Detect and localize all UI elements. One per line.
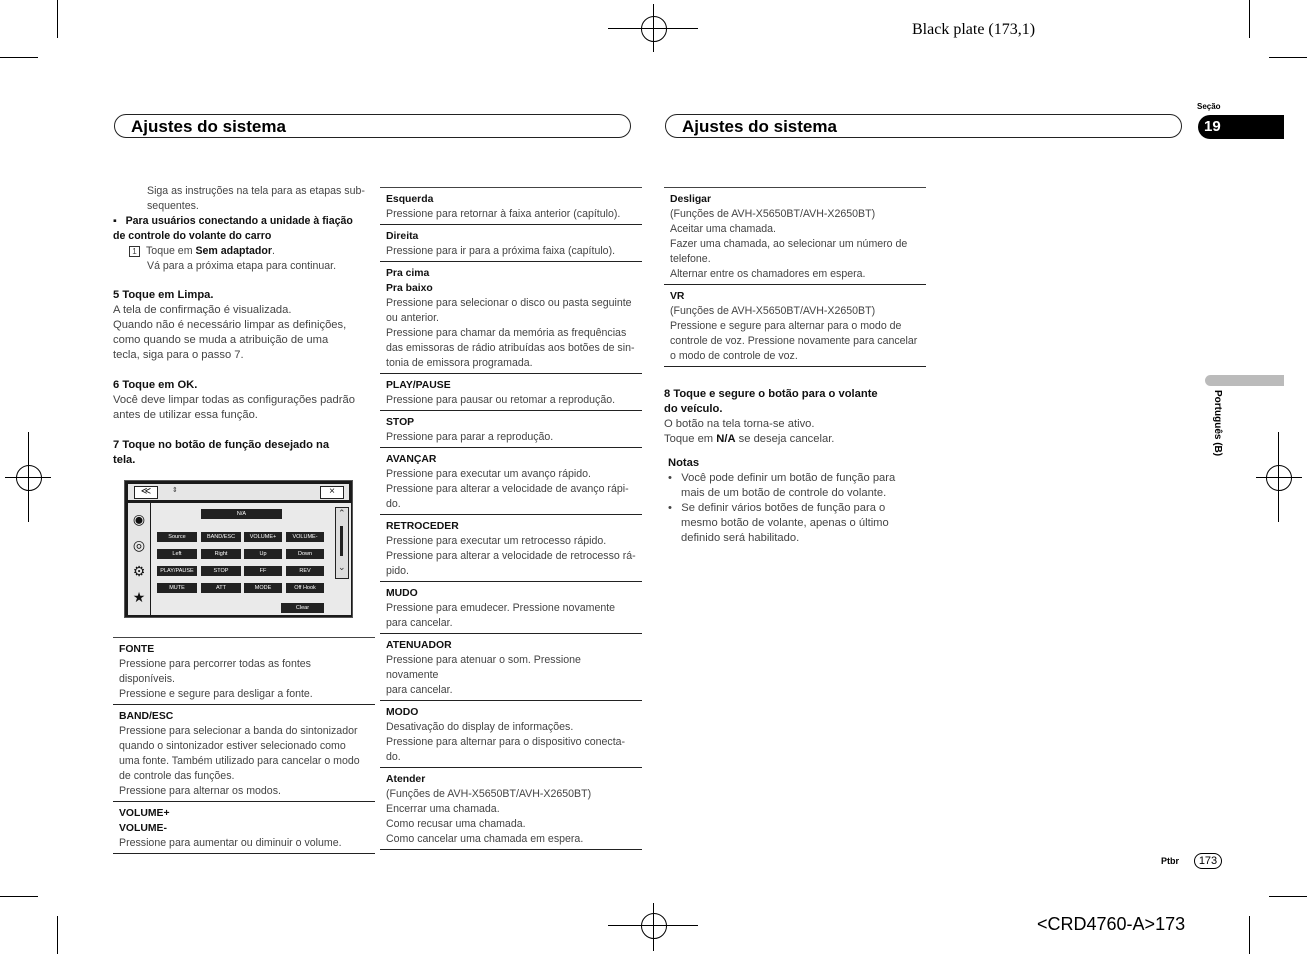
function-table-2	[380, 187, 642, 850]
row-title: VOLUME-	[119, 823, 167, 834]
crop-mark	[0, 896, 38, 897]
registration-line	[1278, 432, 1279, 522]
row-title: PLAY/PAUSE	[386, 380, 451, 391]
step-6-text: antes de utilizar essa função.	[113, 409, 258, 421]
chevron-up-icon[interactable]: ⌃	[338, 508, 346, 518]
row-text: ou anterior.	[386, 312, 440, 324]
section-label: Seção	[1197, 102, 1221, 111]
source-button[interactable]: Source	[157, 532, 197, 542]
crop-mark	[1269, 57, 1307, 58]
column-3	[664, 387, 924, 546]
bullet-heading	[113, 214, 368, 229]
row-text: o modo de controle de voz.	[670, 350, 798, 362]
table-row	[380, 187, 642, 225]
row-text: Aceitar uma chamada.	[670, 223, 776, 235]
column-1	[113, 184, 368, 468]
row-title: VR	[670, 291, 685, 302]
row-text: Pressione para alternar os modos.	[119, 785, 281, 797]
right-button[interactable]: Right	[201, 549, 241, 559]
row-text: Fazer uma chamada, ao selecionar um número de	[670, 238, 908, 250]
table-row	[664, 285, 926, 367]
table-row	[380, 225, 642, 262]
row-text: Pressione para retornar à faixa anterior (capítulo).	[386, 208, 621, 220]
crop-mark	[57, 916, 58, 954]
sub-step-bold: Sem adaptador	[195, 245, 272, 257]
note-item: definido será habilitado.	[681, 532, 800, 544]
table-row	[113, 705, 375, 802]
ff-button[interactable]: FF	[244, 566, 282, 576]
footer-language: Ptbr	[1161, 856, 1179, 866]
up-button[interactable]: Up	[244, 549, 282, 559]
row-text: Pressione para selecionar a banda do sintonizador	[119, 725, 358, 737]
spacer	[113, 423, 368, 438]
document-code: <CRD4760-A>173	[1037, 914, 1186, 934]
step-5-text: Quando não é necessário limpar as definições,	[113, 319, 347, 331]
crop-mark	[0, 57, 38, 58]
registration-line	[653, 903, 654, 951]
volume-up-button[interactable]: VOLUME+	[244, 532, 282, 542]
row-text: para cancelar.	[386, 617, 453, 629]
function-table-1	[113, 637, 375, 854]
row-text: Pressione e segure para desligar a fonte.	[119, 688, 313, 700]
table-row	[380, 768, 642, 850]
row-text: (Funções de AVH-X5650BT/AVH-X2650BT)	[670, 208, 876, 220]
table-row	[664, 187, 926, 285]
registration-mark-right	[1266, 465, 1292, 491]
row-text: do.	[386, 751, 401, 763]
row-title: RETROCEDER	[386, 521, 459, 532]
scroll-indicator-icon: ⇕	[172, 487, 178, 494]
step-6-title: 6 Toque em OK.	[113, 379, 198, 391]
off-hook-button[interactable]: Off Hook	[286, 583, 324, 593]
table-row	[380, 515, 642, 582]
step-5-text: A tela de confirmação é visualizada.	[113, 304, 292, 316]
scroll-thumb	[340, 526, 343, 556]
sub-step	[113, 244, 368, 259]
sub-step-text: Toque em	[146, 245, 196, 257]
step-8-title: do veículo.	[664, 403, 723, 415]
row-text: Encerrar uma chamada.	[386, 803, 500, 815]
row-text: Pressione para parar a reprodução.	[386, 431, 554, 443]
table-row	[113, 802, 375, 854]
row-title: AVANÇAR	[386, 454, 437, 465]
row-text: telefone.	[670, 253, 711, 265]
row-text: Pressione para executar um avanço rápido.	[386, 468, 591, 480]
row-title: VOLUME+	[119, 808, 170, 819]
table-row	[380, 411, 642, 448]
intro-line: Siga as instruções na tela para as etapas sub-	[147, 185, 365, 197]
row-text: Pressione para atenuar o som. Pressione novamente	[386, 654, 581, 681]
table-row	[380, 701, 642, 768]
gear-icon[interactable]: ⚙	[132, 563, 146, 579]
na-button[interactable]: N/A	[201, 509, 282, 519]
row-text: controle de voz. Pressione novamente para cancelar	[670, 335, 918, 347]
crop-mark	[1249, 0, 1250, 38]
step-8-text: O botão na tela torna-se ativo.	[664, 418, 815, 430]
intro-line: sequentes.	[147, 200, 199, 212]
row-text: Pressione para chamar da memória as frequências	[386, 327, 627, 339]
sub-step-note: Vá para a próxima etapa para continuar.	[147, 260, 337, 272]
registration-mark-bottom	[641, 913, 667, 939]
row-text: Pressione para alterar a velocidade de retrocesso rá-	[386, 550, 636, 562]
row-text: de controle das funções.	[119, 770, 235, 782]
spacer	[113, 274, 368, 288]
bullet-icon: •	[668, 502, 682, 514]
step-8-text-part: se deseja cancelar.	[735, 433, 835, 445]
step-5-text: tecla, siga para o passo 7.	[113, 349, 244, 361]
row-title: Pra cima	[386, 268, 430, 279]
row-text: Pressione para ir para a próxima faixa (capítulo).	[386, 245, 616, 257]
row-text: Pressione para executar um retrocesso rápido.	[386, 535, 607, 547]
section-number: 19	[1198, 115, 1284, 139]
note-text: Você pode definir um botão de função para	[681, 472, 896, 484]
row-text: Pressione para alternar para o dispositivo conecta-	[386, 736, 626, 748]
bullet-text: Para usuários conectando a unidade à fiação	[125, 215, 353, 227]
disc-icon[interactable]: ◉	[132, 511, 146, 527]
mode-button[interactable]: MODE	[244, 583, 282, 593]
row-title: Pra baixo	[386, 283, 433, 294]
row-text: Pressione para selecionar o disco ou pasta seguinte	[386, 297, 632, 309]
row-text: uma fonte. Também utilizado para cancelar o modo	[119, 755, 360, 767]
registration-line	[28, 432, 29, 522]
step-8-text-part: Toque em	[664, 433, 717, 445]
row-text: Pressione para emudecer. Pressione novamente	[386, 602, 616, 614]
bullet-icon: •	[668, 472, 682, 484]
table-row	[113, 637, 375, 705]
note-item	[664, 501, 924, 516]
sub-step-text: .	[272, 245, 275, 257]
step-8-text	[664, 432, 924, 447]
row-text: Pressione para percorrer todas as fontes disponíveis.	[119, 658, 311, 685]
step-8-text-bold: N/A	[716, 433, 736, 445]
row-title: MUDO	[386, 588, 418, 599]
row-title: Desligar	[670, 194, 712, 205]
spacer	[664, 447, 924, 456]
row-text: quando o sintonizador estiver selecionado como	[119, 740, 346, 752]
step-8-title: 8 Toque e segure o botão para o volante	[664, 388, 878, 400]
row-text: para cancelar.	[386, 684, 453, 696]
row-title: Atender	[386, 774, 426, 785]
close-icon[interactable]: ×	[320, 486, 344, 499]
crop-mark	[1249, 916, 1250, 954]
step-6-text: Você deve limpar todas as configurações padrão	[113, 394, 355, 406]
step-7-title: tela.	[113, 454, 136, 466]
row-text: Pressione para aumentar ou diminuir o volume.	[119, 837, 342, 849]
row-text: Como cancelar uma chamada em espera.	[386, 833, 584, 845]
section-header-right: Ajustes do sistema	[665, 114, 1182, 138]
row-text: Pressione para pausar ou retomar a reprodução.	[386, 394, 616, 406]
steering-remote-screen	[124, 480, 353, 618]
registration-line	[653, 4, 654, 52]
row-text: Como recusar uma chamada.	[386, 818, 526, 830]
function-table-3	[664, 187, 926, 367]
crop-mark	[1269, 896, 1307, 897]
table-row	[380, 374, 642, 411]
screen-top-bar	[128, 484, 349, 500]
bullet-heading: de controle do volante do carro	[113, 230, 272, 242]
speaker-icon[interactable]: ◎	[132, 537, 146, 553]
crop-mark	[57, 0, 58, 38]
notes-title: Notas	[668, 457, 700, 469]
row-text: Pressione e segure para alternar para o modo de	[670, 320, 902, 332]
clear-button[interactable]: Clear	[281, 603, 324, 613]
double-chevron-left-icon[interactable]: ≪	[134, 486, 158, 499]
play-pause-button[interactable]: PLAY/PAUSE	[157, 566, 197, 576]
row-text: das emissoras de rádio atribuídas aos botões de sin-	[386, 342, 635, 354]
row-title: STOP	[386, 417, 415, 428]
section-header-left: Ajustes do sistema	[114, 114, 631, 138]
star-icon[interactable]: ★	[132, 589, 146, 605]
row-text: pido.	[386, 565, 409, 577]
mute-button[interactable]: MUTE	[157, 583, 197, 593]
row-title: BAND/ESC	[119, 711, 174, 722]
note-item	[664, 471, 924, 486]
step-7-title: 7 Toque no botão de função desejado na	[113, 439, 330, 451]
row-text: (Funções de AVH-X5650BT/AVH-X2650BT)	[386, 788, 592, 800]
language-label: Português (B)	[1212, 390, 1223, 457]
row-text: do.	[386, 498, 401, 510]
screen-side-bar	[128, 503, 150, 615]
spacer	[113, 363, 368, 378]
row-title: Esquerda	[386, 194, 434, 205]
att-button[interactable]: ATT	[201, 583, 241, 593]
step-number-box: 1	[129, 246, 140, 257]
note-item: mais de um botão de controle do volante.	[681, 487, 887, 499]
table-row	[380, 634, 642, 701]
row-title: FONTE	[119, 644, 155, 655]
row-text: Pressione para alterar a velocidade de avanço rápi-	[386, 483, 629, 495]
table-row	[380, 262, 642, 374]
language-tab	[1205, 375, 1284, 386]
chevron-down-icon[interactable]: ⌄	[338, 562, 346, 572]
rev-button[interactable]: REV	[286, 566, 324, 576]
screen-main	[151, 503, 351, 615]
row-text: Alternar entre os chamadores em espera.	[670, 268, 866, 280]
table-row	[380, 582, 642, 634]
left-button[interactable]: Left	[157, 549, 197, 559]
row-title: MODO	[386, 707, 419, 718]
band-esc-button[interactable]: BAND/ESC	[201, 532, 241, 542]
square-bullet-icon: ▪	[113, 215, 126, 227]
registration-line	[1256, 477, 1302, 478]
volume-down-button[interactable]: VOLUME-	[286, 532, 324, 542]
page-number: 173	[1194, 853, 1222, 869]
note-item: mesmo botão de volante, apenas o último	[681, 517, 889, 529]
scrollbar[interactable]	[335, 507, 349, 579]
down-button[interactable]: Down	[286, 549, 324, 559]
row-text: tonia de emissora programada.	[386, 357, 533, 369]
row-title: Direita	[386, 231, 419, 242]
step-5-title: 5 Toque em Limpa.	[113, 289, 214, 301]
note-text: Se definir vários botões de função para o	[681, 502, 886, 514]
table-row	[380, 448, 642, 515]
row-text: (Funções de AVH-X5650BT/AVH-X2650BT)	[670, 305, 876, 317]
row-title: ATENUADOR	[386, 640, 452, 651]
row-text: Desativação do display de informações.	[386, 721, 574, 733]
plate-label: Black plate (173,1)	[912, 21, 1036, 38]
step-5-text: como quando se muda a atribuição de uma	[113, 334, 329, 346]
registration-mark-top	[641, 16, 667, 42]
stop-button[interactable]: STOP	[201, 566, 241, 576]
registration-mark-left	[16, 465, 42, 491]
